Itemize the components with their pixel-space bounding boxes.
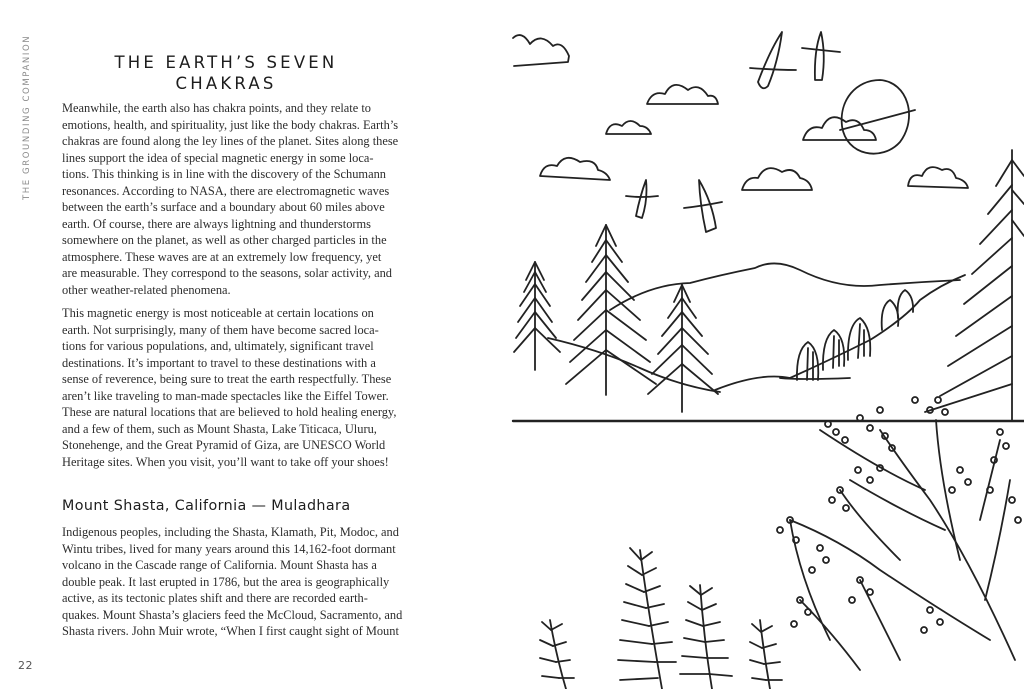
text-line: sense of reverence, being sure to treat the earth respectfully. These: [62, 372, 392, 386]
text-line: active, as its tectonic plates shift and there are recorded earth-: [62, 591, 368, 605]
pine-tree: [925, 150, 1024, 420]
text-line: atmosphere. These waves are at an extremely low frequency, yet: [62, 249, 382, 264]
running-header-text: THE GROUNDING COMPANION: [22, 34, 32, 200]
text-line: Heritage sites. When you visit, you’ll want to take off your shoes!: [62, 454, 389, 469]
bird-icon: [626, 180, 658, 218]
text-line: aren’t like traveling to man-made spectacles like the Eiffel Tower.: [62, 388, 389, 403]
text-line: between the earth’s surface and a boundary about 60 miles above: [62, 200, 385, 214]
cloud-icon: [742, 168, 812, 190]
text-line: lines support the idea of special magnetic energy in some loca-: [62, 150, 374, 165]
cloud-icon: [540, 158, 610, 180]
body-paragraph: [62, 100, 399, 298]
cloud-icon: [606, 121, 651, 134]
text-line: somewhere on the planet, as well as other charged particles in the: [62, 233, 387, 247]
sun-icon: [840, 80, 915, 154]
text-line: other weather-related phenomena.: [62, 282, 231, 297]
mountains: [548, 263, 965, 392]
text-line: These are natural locations that are believed to hold healing energy,: [62, 405, 397, 419]
fern-frond: [680, 585, 732, 689]
text-line: tions for various populations, and, ultimately, significant travel: [62, 339, 374, 353]
cloud-icon: [513, 35, 569, 66]
body-paragraph: [62, 524, 403, 640]
cloud-icon: [803, 117, 876, 140]
bird-icon: [750, 32, 796, 88]
pine-tree: [514, 262, 560, 370]
text-line: Stonehenge, and the Great Pyramid of Giza, are UNESCO World: [62, 438, 386, 452]
fern-frond: [750, 620, 782, 689]
page-number: 22: [18, 659, 33, 672]
text-line: Meanwhile, the earth also has chakra points, and they relate to: [62, 101, 371, 115]
text-line: tions. This thinking is in line with the discovery of the Schumann: [62, 167, 386, 181]
section-heading: Mount Shasta, California — Muladhara: [62, 498, 351, 514]
berry-branch: [777, 397, 1021, 670]
running-header: [18, 20, 38, 200]
text-line: quakes. Mount Shasta’s glaciers feed the McCloud, Sacramento, and: [62, 607, 403, 622]
cloud-icon: [908, 167, 968, 188]
text-line: volcano in the Cascade range of California. Mount Shasta has a: [62, 558, 377, 572]
bird-icon: [684, 180, 722, 232]
title-line: CHAKRAS: [175, 74, 277, 93]
text-line: are measurable. They correspond to the seasons, solar activity, and: [62, 266, 392, 280]
text-line: chakras are found along the ley lines of the planet. Sites along these: [62, 134, 399, 148]
text-line: This magnetic energy is most noticeable at certain locations on: [62, 306, 374, 320]
body-paragraph: [62, 305, 397, 470]
text-line: Shasta rivers. John Muir wrote, “When I first caught sight of Mount: [62, 624, 399, 638]
text-line: double peak. It last erupted in 1786, but the area is geographically: [62, 574, 390, 589]
pine-tree: [648, 285, 718, 412]
text-line: and a few of them, such as Mount Shasta, Lake Titicaca, Uluru,: [62, 421, 377, 436]
page-title: [62, 52, 390, 94]
title-line: THE EARTH’S SEVEN: [114, 53, 338, 72]
landscape-illustration: [508, 20, 1024, 689]
text-column: [62, 52, 403, 640]
fern-frond: [540, 620, 574, 689]
text-line: Indigenous peoples, including the Shasta, Klamath, Pit, Modoc, and: [62, 525, 399, 539]
bird-icon: [802, 32, 840, 80]
text-line: resonances. According to NASA, there are electromagnetic waves: [62, 183, 390, 198]
text-line: Wintu tribes, lived for many years around this 14,162-foot dormant: [62, 541, 396, 556]
text-line: earth. Of course, there are always lightning and thunderstorms: [62, 216, 371, 231]
text-line: destinations. It’s important to travel to these destinations with a: [62, 355, 376, 370]
fern-frond: [618, 548, 676, 689]
cloud-icon: [647, 85, 718, 104]
text-line: emotions, health, and spirituality, just like the body chakras. Earth’s: [62, 117, 399, 132]
text-line: earth. Not surprisingly, many of them have become sacred loca-: [62, 322, 379, 337]
